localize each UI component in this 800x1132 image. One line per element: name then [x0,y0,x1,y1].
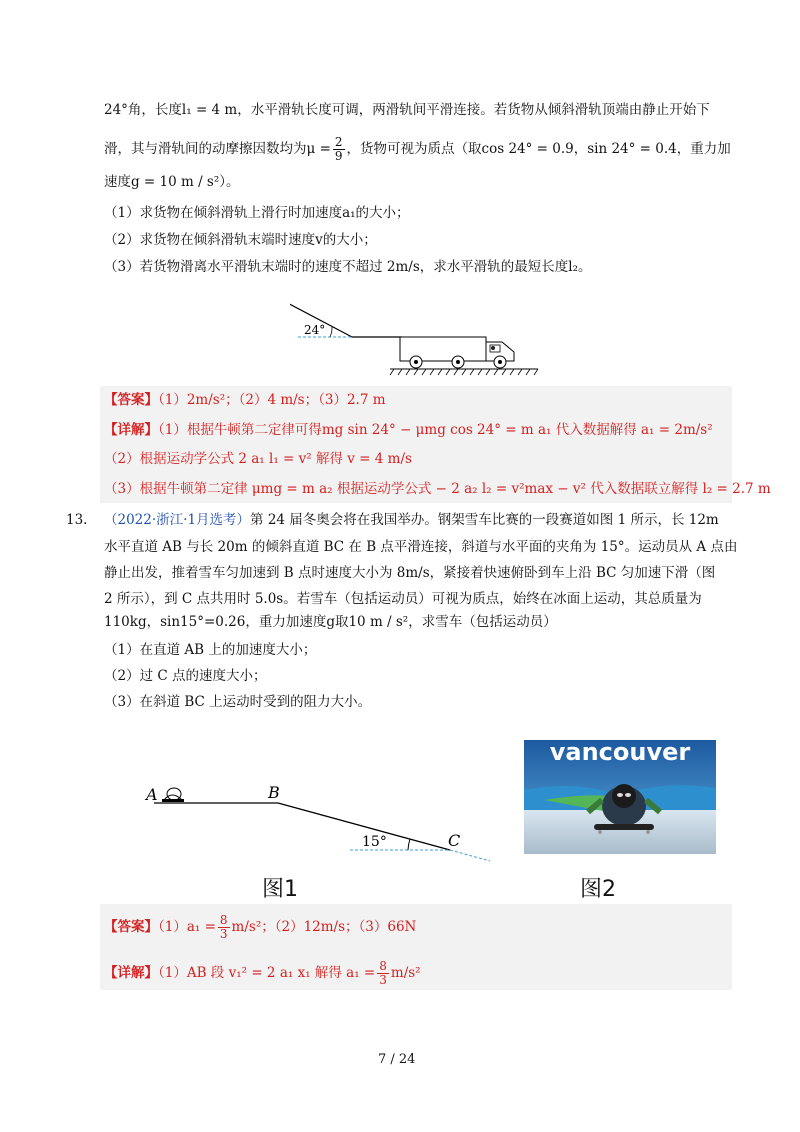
answer-fraction: $\frac{8}{3}$ [219,913,228,941]
problem-text-line: （2022·浙江·1月选考）第 24 届冬奥会将在我国举办。钢架雪车比赛的一段赛道如图 1 所示，长 12m [104,512,719,528]
question-1: （1）在直道 AB 上的加速度大小； [104,642,317,658]
problem-text-line: 水平直道 AB 与长 20m 的倾斜直道 BC 在 B 点平滑连接，斜道与水平面的夹角为 15°。运动员从 A 点由 [104,539,738,555]
detail-line-12-3: （3）根据牛顿第二定律 μmg = m a₂ 根据运动学公式 − 2 a₂ l₂ = v²max − v² 代入数据联立解得 l₂ = 2.7 m [104,481,771,497]
point-B-label: B [268,783,280,802]
detail-line-13-1: 【详解】（1）AB 段 v₁² = 2 a₁ x₁ 解得 a₁ = $\frac{8}{3}$ m/s² [104,959,421,987]
problem-text-line: 2 所示），到 C 点共用时 5.0s。若雪车（包括运动员）可视为质点，始终在冰面上运动，其总质量为 [104,591,702,607]
detail-fraction: $\frac{8}{3}$ [379,959,387,987]
sled-rider-icon [162,788,184,802]
question-3: （3）在斜道 BC 上运动时受到的阻力大小。 [104,694,372,710]
problem-number-13: 13. [66,512,88,528]
vancouver-banner-text: vancouver [549,740,691,766]
angle-24-label: 24° [304,323,326,337]
skeleton-athlete-photo [524,740,716,854]
point-C-label: C [448,831,461,850]
incline-truck-figure [290,282,560,382]
detail-line-12-2: （2）根据运动学公式 2 a₁ l₁ = v² 解得 v = 4 m/s [104,451,412,467]
problem-text-line: 静止出发，推着雪车匀加速到 B 点时速度大小为 8m/s，紧接着快速俯卧到车上沿 BC 匀加速下滑（图 [104,565,716,581]
problem-text-line: 滑，其与滑轨间的动摩擦因数均为μ = $\frac{2}{9}$ ，货物可视为质点（取cos 24° = 0.9，sin 24° = 0.4，重力加 [104,135,731,163]
mu-fraction: $\frac{2}{9}$ [334,135,343,163]
answer-line-12: 【答案】（1）2m/s²；（2）4 m/s；（3）2.7 m [104,392,386,408]
question-3: （3）若货物滑离水平滑轨末端时的速度不超过 2m/s，求水平滑轨的最短长度l₂。 [104,259,592,275]
angle-15-label: 15° [362,834,387,850]
figure-1-caption: 图1 [262,877,298,902]
question-2: （2）过 C 点的速度大小； [104,668,267,684]
detail-line-12-1: 【详解】（1）根据牛顿第二定律可得mg sin 24° − μmg cos 24° = m a₁ 代入数据解得 a₁ = 2m/s² [104,422,713,438]
problem-text-line: 速度g = 10 m / s²）。 [104,174,240,190]
figure-2-caption: 图2 [580,877,616,902]
track-figure-1 [140,770,500,870]
problem-text-line: 110kg，sin15°=0.26，重力加速度g取10 m / s²，求雪车（包括运动员） [104,614,557,630]
page-number: 7 / 24 [378,1052,416,1067]
problem-text-line: 24°角，长度l₁ = 4 m，水平滑轨长度可调，两滑轨间平滑连接。若货物从倾斜滑轨顶端由静止开始下 [104,102,710,118]
answer-line-13: 【答案】（1）a₁ = $\frac{8}{3}$ m/s²；（2）12m/s；（3）66N [104,913,417,941]
point-A-label: A [146,785,158,804]
question-1: （1）求货物在倾斜滑轨上滑行时加速度a₁的大小； [104,205,410,221]
question-2: （2）求货物在倾斜滑轨末端时速度v的大小； [104,232,377,248]
